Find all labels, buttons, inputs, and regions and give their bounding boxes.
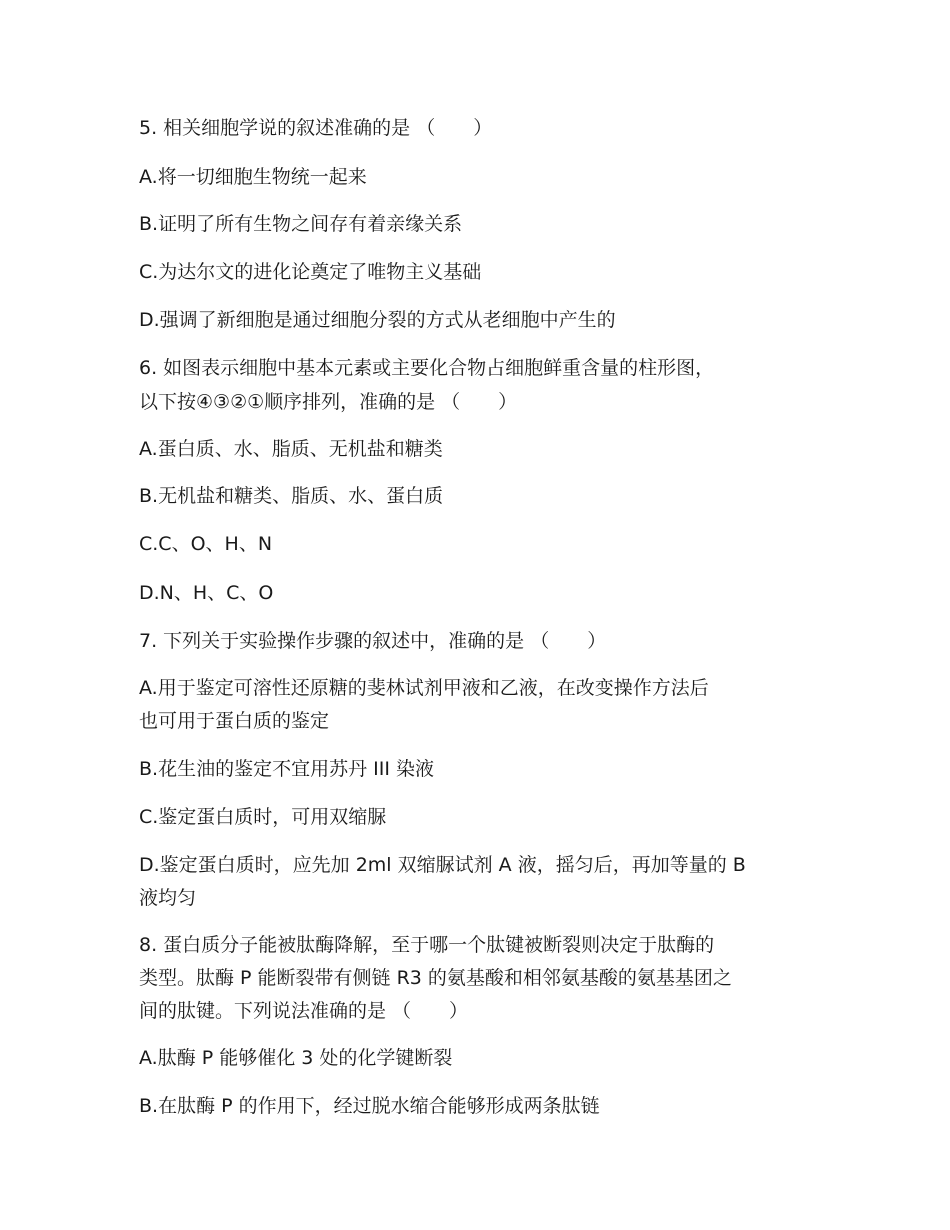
question-6-stem-line-2: 以下按④③②①顺序排列，准确的是 （ ） <box>139 391 518 413</box>
question-6-stem-line-1: 6. 如图表示细胞中基本元素或主要化合物占细胞鲜重含量的柱形图， <box>139 357 715 379</box>
question-6-option-a: A.蛋白质、水、脂质、无机盐和糖类 <box>139 438 443 460</box>
question-8-stem-line-2: 类型。肽酶 P 能断裂带有侧链 R3 的氨基酸和相邻氨基酸的氨基基团之 <box>139 967 732 989</box>
question-7-option-d-line-2: 液均匀 <box>139 887 197 909</box>
question-7-stem: 7. 下列关于实验操作步骤的叙述中，准确的是 （ ） <box>139 630 607 652</box>
question-6-option-b: B.无机盐和糖类、脂质、水、蛋白质 <box>139 485 444 507</box>
question-5-option-a: A.将一切细胞生物统一起来 <box>139 166 367 188</box>
question-7-option-c: C.鉴定蛋白质时，可用双缩脲 <box>139 806 387 828</box>
question-8-stem-line-1: 8. 蛋白质分子能被肽酶降解，至于哪一个肽键被断裂则决定于肽酶的 <box>139 934 715 956</box>
question-7-option-a-line-2: 也可用于蛋白质的鉴定 <box>139 710 330 732</box>
question-5-option-d: D.强调了新细胞是通过细胞分裂的方式从老细胞中产生的 <box>139 309 616 331</box>
question-5-option-c: C.为达尔文的进化论奠定了唯物主义基础 <box>139 261 482 283</box>
question-8-option-a: A.肽酶 P 能够催化 3 处的化学键断裂 <box>139 1047 453 1069</box>
question-7-option-d-line-1: D.鉴定蛋白质时，应先加 2ml 双缩脲试剂 A 液，摇匀后，再加等量的 B <box>139 854 746 876</box>
question-6-option-d: D.N、H、C、O <box>139 582 274 604</box>
question-7-option-a-line-1: A.用于鉴定可溶性还原糖的斐林试剂甲液和乙液，在改变操作方法后 <box>139 677 709 699</box>
question-8-stem-line-3: 间的肽键。下列说法准确的是 （ ） <box>139 1000 469 1022</box>
question-7-option-b: B.花生油的鉴定不宜用苏丹 III 染液 <box>139 758 434 780</box>
question-5-stem: 5. 相关细胞学说的叙述准确的是 （ ） <box>139 117 493 139</box>
question-8-option-b: B.在肽酶 P 的作用下，经过脱水缩合能够形成两条肽链 <box>139 1095 600 1117</box>
question-6-option-c: C.C、O、H、N <box>139 533 273 555</box>
question-5-option-b: B.证明了所有生物之间存有着亲缘关系 <box>139 213 463 235</box>
